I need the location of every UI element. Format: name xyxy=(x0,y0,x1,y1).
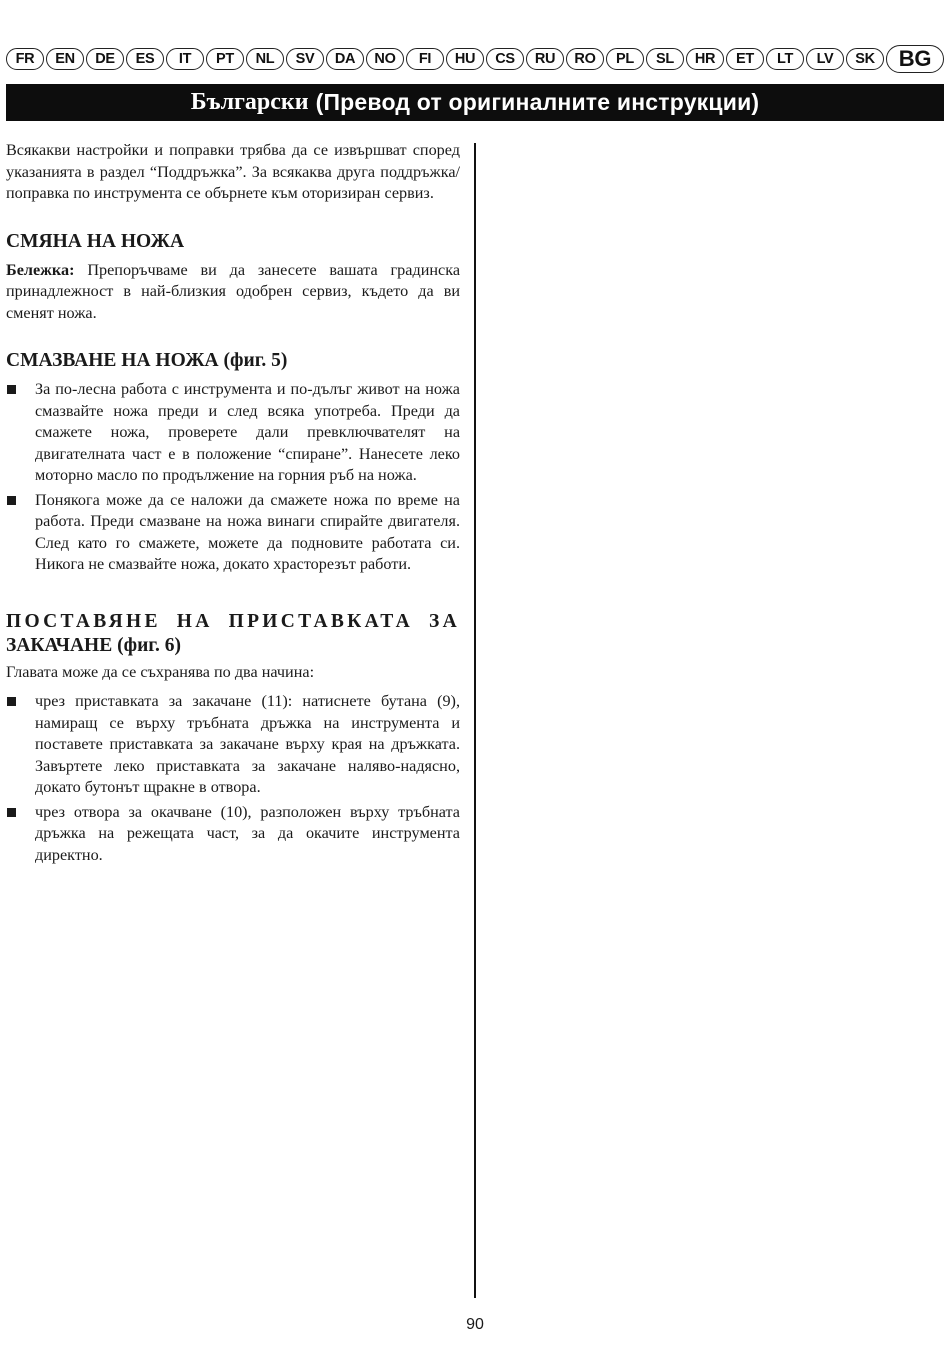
section-heading-blade-replacement: СМЯНА НА НОЖА xyxy=(6,230,185,252)
heading-line-2: ЗАКАЧАНЕ (фиг. 6) xyxy=(6,634,181,656)
bullet-square-icon xyxy=(7,385,16,394)
list-item xyxy=(6,691,460,799)
lang-tab-pl[interactable]: PL xyxy=(606,48,644,70)
title-subtitle: (Превод от оригиналните инструкции) xyxy=(315,89,760,115)
list-item xyxy=(6,490,460,576)
list-item xyxy=(6,802,460,867)
column-divider xyxy=(474,143,476,1298)
lang-tab-lv[interactable]: LV xyxy=(806,48,844,70)
lang-tab-de[interactable]: DE xyxy=(86,48,124,70)
lang-tab-et[interactable]: ET xyxy=(726,48,764,70)
lang-tab-en[interactable]: EN xyxy=(46,48,84,70)
lang-tab-nl[interactable]: NL xyxy=(246,48,284,70)
heading-line-1: ПОСТАВЯНЕ НА ПРИСТАВКАТА ЗА xyxy=(6,610,460,632)
lang-tab-it[interactable]: IT xyxy=(166,48,204,70)
lang-tab-ru[interactable]: RU xyxy=(526,48,564,70)
lang-tab-es[interactable]: ES xyxy=(126,48,164,70)
intro-paragraph: Всякакви настройки и поправки трябва да се извършват според указанията в раздел “Поддръжка”. За всякаква друга поддръжка/поправка по инструмента се обърнете към оторизиран сервиз. xyxy=(6,141,460,202)
lang-tab-sv[interactable]: SV xyxy=(286,48,324,70)
lang-tab-lt[interactable]: LT xyxy=(766,48,804,70)
section-heading-blade-lubrication: СМАЗВАНЕ НА НОЖА (фиг. 5) xyxy=(6,350,288,371)
lang-tab-no[interactable]: NO xyxy=(366,48,404,70)
bullet-square-icon xyxy=(7,496,16,505)
title-language: Български xyxy=(190,89,309,115)
lang-tab-fi[interactable]: FI xyxy=(406,48,444,70)
lang-tab-bg-active[interactable]: BG xyxy=(886,45,944,73)
bullet-square-icon xyxy=(7,697,16,706)
bullet-square-icon xyxy=(7,808,16,817)
lang-tab-cs[interactable]: CS xyxy=(486,48,524,70)
note-paragraph xyxy=(6,260,460,325)
lang-tab-hr[interactable]: HR xyxy=(686,48,724,70)
lang-tab-sl[interactable]: SL xyxy=(646,48,684,70)
section-heading-hanging-attachment xyxy=(6,610,460,658)
lang-tab-hu[interactable]: HU xyxy=(446,48,484,70)
note-text: Препоръчваме ви да занесете вашата градинска принадлежност в най-близкия одобрен сервиз, където да ви сменят ножа. xyxy=(6,260,461,322)
bullet-text: Понякога може да се наложи да смажете ножа по време на работа. Преди смазване на ножа винаги спирайте двигателя. След като го смажете, можете да подновите работата си. Никога не смазвайте ножа, докато храсторезът работи. xyxy=(35,490,460,573)
page-title-bar xyxy=(6,84,944,121)
bullet-text: За по-лесна работа с инструмента и по-дълъг живот на ножа смазвайте ножа преди и след всяка употреба. Преди да смажете ножа, проверете дали превключвателят на двигателната част е в положение “спиране”. Нанесете леко моторно масло по продължение на горния ръб на ножа. xyxy=(35,380,460,484)
lang-tab-sk[interactable]: SK xyxy=(846,48,884,70)
left-column xyxy=(6,140,460,866)
lang-tab-da[interactable]: DA xyxy=(326,48,364,70)
lang-tab-fr[interactable]: FR xyxy=(6,48,44,70)
note-label: Бележка: xyxy=(6,260,75,279)
storage-intro: Главата може да се съхранява по два начина: xyxy=(6,662,315,681)
page-number: 90 xyxy=(466,1316,484,1333)
lang-tab-ro[interactable]: RO xyxy=(566,48,604,70)
bullet-text: чрез приставката за закачане (11): натиснете бутана (9), намиращ се върху тръбната дръжка на инструмента и поставете приставката за закачане върху края на дръжката. Завъртете леко приставката за закачане наляво-надясно, докато бутонът щракне в отвора. xyxy=(35,692,460,796)
list-item xyxy=(6,379,460,487)
lang-tab-pt[interactable]: PT xyxy=(206,48,244,70)
language-tabs xyxy=(6,45,946,73)
bullet-text: чрез отвора за окачване (10), разположен върху тръбната дръжка на режещата част, за да окачите инструмента директно. xyxy=(35,802,460,864)
